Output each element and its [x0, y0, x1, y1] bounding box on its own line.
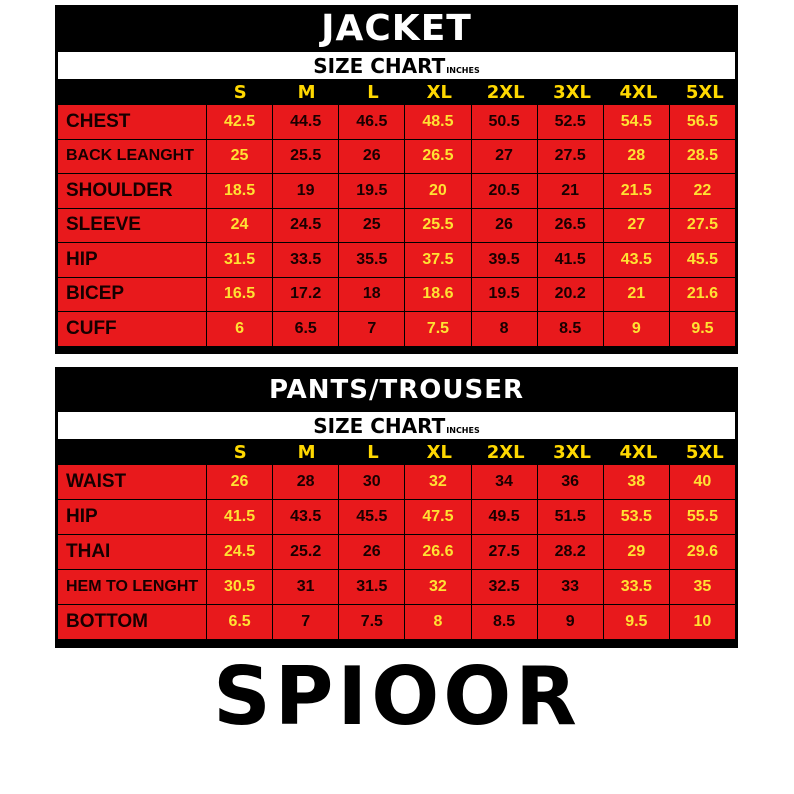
table-cell: 27.5 — [670, 209, 735, 244]
pants-title: PANTS/TROUSER — [269, 374, 524, 405]
table-cell: 25 — [207, 140, 273, 175]
row-label: HIP — [58, 243, 207, 278]
pants-size-l: L — [367, 441, 379, 463]
table-cell: 26 — [472, 209, 538, 244]
table-cell: 43.5 — [604, 243, 670, 278]
pants-size-5xl: 5XL — [685, 441, 724, 463]
table-row — [58, 140, 735, 175]
table-cell: 7 — [339, 312, 405, 347]
brand-logo-text: SPIOOR — [213, 650, 581, 743]
table-cell: 26.6 — [405, 535, 471, 570]
row-label: WAIST — [58, 465, 207, 500]
table-row — [58, 243, 735, 278]
table-cell: 25.2 — [273, 535, 339, 570]
table-cell: 31 — [273, 570, 339, 605]
table-cell: 49.5 — [472, 500, 538, 535]
table-cell: 22 — [670, 174, 735, 209]
table-cell: 24.5 — [273, 209, 339, 244]
table-row — [58, 105, 735, 140]
table-cell: 31.5 — [339, 570, 405, 605]
table-cell: 28.5 — [670, 140, 735, 175]
table-cell: 32.5 — [472, 570, 538, 605]
pants-unit: INCHES — [446, 426, 480, 435]
table-cell: 27.5 — [472, 535, 538, 570]
table-cell: 8.5 — [538, 312, 604, 347]
table-cell: 50.5 — [472, 105, 538, 140]
table-cell: 9.5 — [670, 312, 735, 347]
table-cell: 9 — [538, 605, 604, 640]
table-cell: 29 — [604, 535, 670, 570]
table-row — [58, 570, 735, 605]
table-cell: 30.5 — [207, 570, 273, 605]
table-cell: 18.5 — [207, 174, 273, 209]
table-cell: 27.5 — [538, 140, 604, 175]
jacket-size-5xl: 5XL — [685, 81, 724, 103]
table-cell: 32 — [405, 570, 471, 605]
table-cell: 33.5 — [273, 243, 339, 278]
table-cell: 6 — [207, 312, 273, 347]
table-cell: 31.5 — [207, 243, 273, 278]
table-cell: 19 — [273, 174, 339, 209]
table-cell: 18.6 — [405, 278, 471, 313]
table-cell: 28.2 — [538, 535, 604, 570]
table-cell: 8.5 — [472, 605, 538, 640]
table-cell: 21.5 — [604, 174, 670, 209]
row-label: SLEEVE — [58, 209, 207, 244]
table-cell: 30 — [339, 465, 405, 500]
row-label: BACK LEANGHT — [58, 140, 207, 175]
table-cell: 7.5 — [405, 312, 471, 347]
jacket-size-header — [55, 79, 738, 105]
table-cell: 45.5 — [670, 243, 735, 278]
table-cell: 41.5 — [207, 500, 273, 535]
table-cell: 26 — [339, 535, 405, 570]
table-row — [58, 500, 735, 535]
jacket-size-l: L — [367, 81, 379, 103]
table-cell: 16.5 — [207, 278, 273, 313]
table-cell: 6.5 — [207, 605, 273, 640]
jacket-size-xl: XL — [426, 81, 452, 103]
table-cell: 6.5 — [273, 312, 339, 347]
table-cell: 19.5 — [339, 174, 405, 209]
jacket-grid — [58, 105, 735, 347]
table-cell: 9.5 — [604, 605, 670, 640]
table-cell: 21 — [538, 174, 604, 209]
table-cell: 28 — [604, 140, 670, 175]
table-cell: 10 — [670, 605, 735, 640]
table-row — [58, 465, 735, 500]
table-cell: 35 — [670, 570, 735, 605]
jacket-unit: INCHES — [446, 66, 480, 75]
table-cell: 21 — [604, 278, 670, 313]
table-row — [58, 605, 735, 640]
table-row — [58, 312, 735, 347]
table-cell: 56.5 — [670, 105, 735, 140]
table-cell: 26.5 — [405, 140, 471, 175]
table-cell: 45.5 — [339, 500, 405, 535]
table-cell: 8 — [472, 312, 538, 347]
pants-subtitle-text: SIZE CHART — [313, 413, 446, 438]
table-cell: 20.5 — [472, 174, 538, 209]
table-cell: 39.5 — [472, 243, 538, 278]
table-cell: 41.5 — [538, 243, 604, 278]
jacket-size-m: M — [297, 81, 316, 103]
table-cell: 44.5 — [273, 105, 339, 140]
jacket-subtitle-text: SIZE CHART — [313, 53, 446, 78]
table-row — [58, 278, 735, 313]
row-label: CUFF — [58, 312, 207, 347]
table-cell: 20.2 — [538, 278, 604, 313]
table-cell: 40 — [670, 465, 735, 500]
table-cell: 32 — [405, 465, 471, 500]
table-cell: 48.5 — [405, 105, 471, 140]
table-cell: 20 — [405, 174, 471, 209]
jacket-size-s: S — [233, 81, 247, 103]
table-cell: 28 — [273, 465, 339, 500]
table-cell: 42.5 — [207, 105, 273, 140]
table-cell: 54.5 — [604, 105, 670, 140]
pants-size-3xl: 3XL — [553, 441, 591, 463]
table-row — [58, 174, 735, 209]
row-label: THAI — [58, 535, 207, 570]
table-cell: 19.5 — [472, 278, 538, 313]
table-cell: 26.5 — [538, 209, 604, 244]
table-cell: 33 — [538, 570, 604, 605]
table-cell: 21.6 — [670, 278, 735, 313]
table-cell: 29.6 — [670, 535, 735, 570]
pants-size-chart — [55, 367, 738, 648]
table-cell: 33.5 — [604, 570, 670, 605]
table-cell: 35.5 — [339, 243, 405, 278]
table-cell: 36 — [538, 465, 604, 500]
table-cell: 43.5 — [273, 500, 339, 535]
row-label: HEM TO LENGHT — [58, 570, 207, 605]
table-cell: 55.5 — [670, 500, 735, 535]
table-cell: 53.5 — [604, 500, 670, 535]
pants-size-s: S — [233, 441, 247, 463]
table-row — [58, 535, 735, 570]
pants-size-xl: XL — [426, 441, 452, 463]
jacket-subtitle — [58, 52, 735, 79]
table-cell: 24.5 — [207, 535, 273, 570]
table-cell: 24 — [207, 209, 273, 244]
jacket-title: JACKET — [321, 8, 472, 49]
pants-size-4xl: 4XL — [619, 441, 658, 463]
jacket-size-chart — [55, 5, 738, 354]
table-row — [58, 209, 735, 244]
row-label: CHEST — [58, 105, 207, 140]
table-cell: 25.5 — [405, 209, 471, 244]
table-cell: 7 — [273, 605, 339, 640]
table-cell: 27 — [472, 140, 538, 175]
table-cell: 17.2 — [273, 278, 339, 313]
table-cell: 18 — [339, 278, 405, 313]
table-cell: 47.5 — [405, 500, 471, 535]
row-label: BOTTOM — [58, 605, 207, 640]
table-cell: 37.5 — [405, 243, 471, 278]
jacket-size-4xl: 4XL — [619, 81, 658, 103]
table-cell: 9 — [604, 312, 670, 347]
pants-size-m: M — [297, 441, 316, 463]
table-cell: 26 — [339, 140, 405, 175]
table-cell: 25 — [339, 209, 405, 244]
table-cell: 38 — [604, 465, 670, 500]
pants-size-2xl: 2XL — [486, 441, 525, 463]
row-label: BICEP — [58, 278, 207, 313]
pants-subtitle — [58, 412, 735, 439]
row-label: HIP — [58, 500, 207, 535]
table-cell: 26 — [207, 465, 273, 500]
table-cell: 34 — [472, 465, 538, 500]
pants-size-header — [55, 439, 738, 465]
table-cell: 25.5 — [273, 140, 339, 175]
table-cell: 8 — [405, 605, 471, 640]
pants-grid — [58, 465, 735, 640]
table-cell: 46.5 — [339, 105, 405, 140]
table-cell: 27 — [604, 209, 670, 244]
jacket-size-3xl: 3XL — [553, 81, 591, 103]
table-cell: 52.5 — [538, 105, 604, 140]
table-cell: 51.5 — [538, 500, 604, 535]
table-cell: 7.5 — [339, 605, 405, 640]
jacket-size-2xl: 2XL — [486, 81, 525, 103]
row-label: SHOULDER — [58, 174, 207, 209]
